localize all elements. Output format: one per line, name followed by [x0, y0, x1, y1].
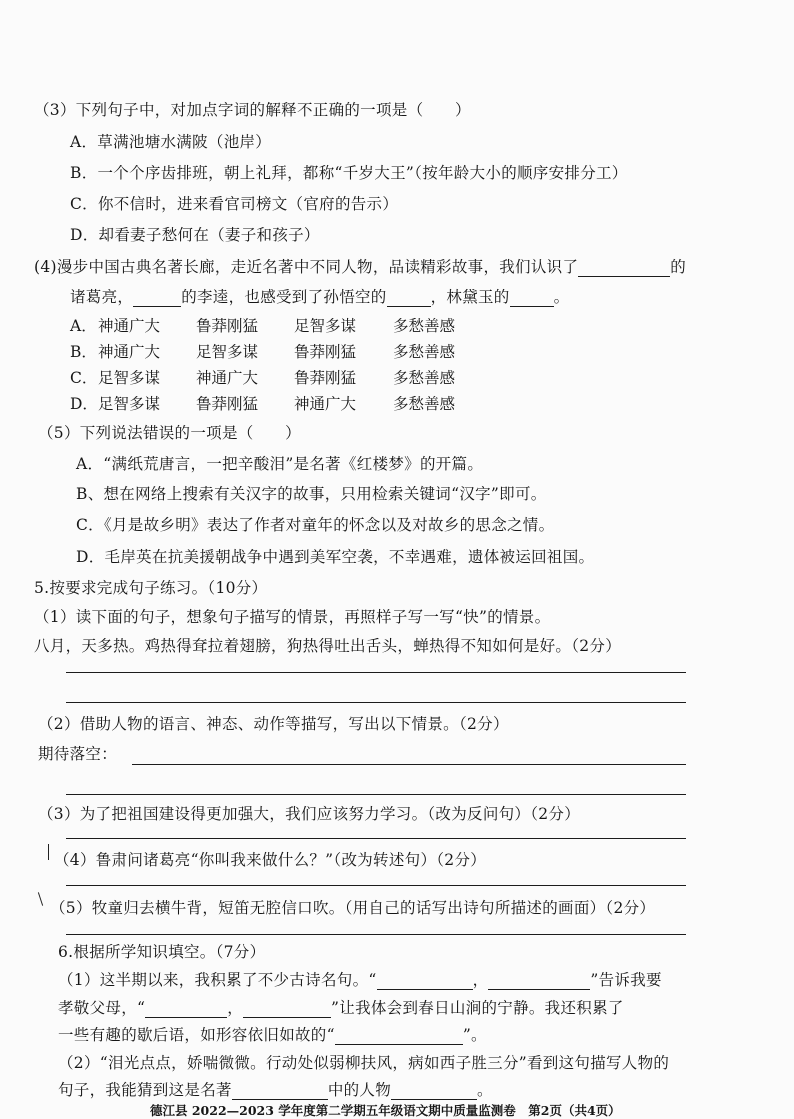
q4-blank-4[interactable]	[510, 291, 554, 307]
q4-line2-text-c: ，林黛玉的	[430, 288, 510, 306]
s6-line1-text-a: （1）这半期以来，我积累了不少古诗名句。“	[58, 971, 377, 989]
answer-line[interactable]	[66, 702, 686, 703]
q4-row-b-cell-3: 鲁莽刚猛	[294, 343, 357, 361]
q4-line1-text: (4)漫步中国古典名著长廊，走近名著中不同人物，品读精彩故事，我们认识了	[34, 258, 579, 276]
q4-row-b-letter: B．	[70, 343, 97, 361]
q3-option-a: A．草满池塘水满陂（池岸）	[70, 133, 272, 151]
s6-blank-2[interactable]	[488, 974, 590, 990]
s5-item4-text-b: “你叫我来做什么？”（改为转述句）（2分）	[190, 851, 487, 869]
q4-row-d-cell-2: 鲁莽刚猛	[196, 395, 259, 413]
q5-prompt: （5）下列说法错误的一项是（ ）	[38, 424, 301, 442]
q4-row-d-cell-4: 多愁善感	[393, 395, 456, 413]
q4-row-c-cell-2: 神通广大	[196, 369, 259, 387]
s6-line-4: （2）“泪光点点，娇喘微微。行动处似弱柳扶风，病如西子胜三分”看到这句描写人物的	[58, 1054, 670, 1072]
s6-line2-text-c: ”让我体会到春日山涧的宁静。我还积累了	[331, 999, 624, 1017]
q4-line2-text-a: 诸葛亮，	[70, 288, 134, 306]
s6-blank-6[interactable]	[232, 1084, 328, 1100]
s6-line3-text-a: 一些有趣的歇后语，如形容依旧如故的“	[58, 1026, 335, 1044]
s5-item2-label: 期待落空：	[38, 745, 118, 763]
q4-row-d-cell-1: 足智多谋	[98, 395, 161, 413]
q4-line-1	[34, 257, 686, 277]
answer-line[interactable]	[66, 672, 686, 673]
s6-line5-text-c: 。	[477, 1081, 493, 1099]
s6-line-1	[58, 970, 662, 990]
q4-row-a-cell-2: 鲁莽刚猛	[196, 317, 259, 335]
s6-blank-4[interactable]	[243, 1002, 331, 1018]
q4-row-a-letter: A．	[70, 317, 97, 335]
q5-option-d: D．毛岸英在抗美援朝战争中遇到美军空袭，不幸遇难，遗体被运回祖国。	[76, 548, 595, 566]
s6-line1-text-b: ，	[472, 971, 489, 989]
answer-line[interactable]	[66, 838, 686, 839]
q5-option-c: C．《月是故乡明》表达了作者对童年的怀念以及对故乡的思念之情。	[76, 516, 555, 534]
s6-blank-5[interactable]	[335, 1029, 463, 1045]
s6-blank-1[interactable]	[377, 974, 473, 990]
q5-option-b: B、想在网络上搜索有关汉字的故事，只用检索关键词“汉字”即可。	[76, 485, 547, 503]
q3-option-d: D．却看妻子愁何在（妻子和孩子）	[70, 226, 320, 244]
s6-line-3	[58, 1025, 487, 1045]
s6-line2-text-b: ，	[227, 999, 244, 1017]
s5-item4-text-a: （4）鲁肃问诸葛亮	[54, 851, 191, 869]
q5-option-a: A．“满纸荒唐言，一把辛酸泪”是名著《红楼梦》的开篇。	[76, 455, 484, 473]
q4-row-b-cell-4: 多愁善感	[393, 343, 456, 361]
section-5-title: 5.按要求完成句子练习。（10分）	[34, 579, 268, 597]
s6-line5-text-b: 中的人物	[327, 1081, 392, 1099]
section-6-title: 6.根据所学知识填空。（7分）	[58, 943, 266, 961]
page-footer: 德江县 2022—2023 学年度第二学期五年级语文期中质量监测卷 第2页（共4页）	[150, 1103, 621, 1118]
s5-item1-example: 八月，天多热。鸡热得耷拉着翅膀，狗热得吐出舌头，蝉热得不知如何是好。（2分）	[34, 637, 622, 655]
s6-blank-3[interactable]	[145, 1002, 227, 1018]
q4-blank-3[interactable]	[387, 291, 431, 307]
q4-line2-text-d: 。	[553, 288, 570, 306]
q4-line2-text-b: 的李逵，也感受到了孙悟空的	[181, 288, 387, 306]
s5-item5-prompt: （5）牧童归去横牛背，短笛无腔信口吹。（用自己的话写出诗句所描述的画面）（2分）	[50, 899, 656, 917]
q3-option-b: B．一个个序齿排班，朝上礼拜，都称“千岁大王”（按年龄大小的顺序安排分工）	[70, 164, 628, 182]
s6-line-2	[58, 998, 624, 1018]
q4-row-d-letter: D．	[70, 395, 98, 413]
q4-row-c-letter: C．	[70, 369, 98, 387]
s6-line5-text-a: 句子，我能猜到这是名著	[58, 1081, 232, 1099]
q3-prompt: （3）下列句子中，对加点字词的解释不正确的一项是（ ）	[34, 101, 471, 119]
q4-row-b-cell-2: 足智多谋	[196, 343, 259, 361]
s5-item3-prompt: （3）为了把祖国建设得更加强大，我们应该努力学习。（改为反问句）（2分）	[38, 805, 581, 823]
q3-option-c: C．你不信时，进来看官司榜文（官府的告示）	[70, 195, 399, 213]
answer-line[interactable]	[66, 885, 686, 886]
q4-row-a-cell-3: 足智多谋	[294, 317, 357, 335]
s6-line2-text-a: 孝敬父母，“	[58, 999, 146, 1017]
q4-row-d-cell-3: 神通广大	[294, 395, 357, 413]
s5-item2-prompt: （2）借助人物的语言、神态、动作等描写，写出以下情景。（2分）	[38, 715, 509, 733]
answer-line[interactable]	[132, 764, 686, 765]
s6-line3-text-b: ”。	[462, 1026, 487, 1044]
q4-line-2	[70, 287, 569, 307]
q4-line1-end: 的	[670, 258, 687, 276]
s5-item4-prompt	[54, 850, 486, 870]
pen-stroke	[38, 892, 43, 906]
s6-line-5	[58, 1080, 493, 1100]
s5-item1-prompt: （1）读下面的句子，想象句子描写的情景，再照样子写一写“快”的情景。	[34, 608, 551, 626]
q4-row-a-cell-4: 多愁善感	[393, 317, 456, 335]
s6-line1-text-c: ”告诉我要	[590, 971, 662, 989]
q4-blank-2[interactable]	[133, 291, 181, 307]
q4-blank-1[interactable]	[578, 261, 670, 277]
q4-row-c-cell-3: 鲁莽刚猛	[294, 369, 357, 387]
pen-stroke	[48, 844, 49, 860]
q4-row-c-cell-4: 多愁善感	[393, 369, 456, 387]
q4-row-b-cell-1: 神通广大	[98, 343, 161, 361]
s6-blank-7[interactable]	[391, 1084, 477, 1100]
q4-row-a-cell-1: 神通广大	[98, 317, 161, 335]
answer-line[interactable]	[66, 794, 686, 795]
answer-line[interactable]	[66, 934, 686, 935]
q4-row-c-cell-1: 足智多谋	[98, 369, 161, 387]
